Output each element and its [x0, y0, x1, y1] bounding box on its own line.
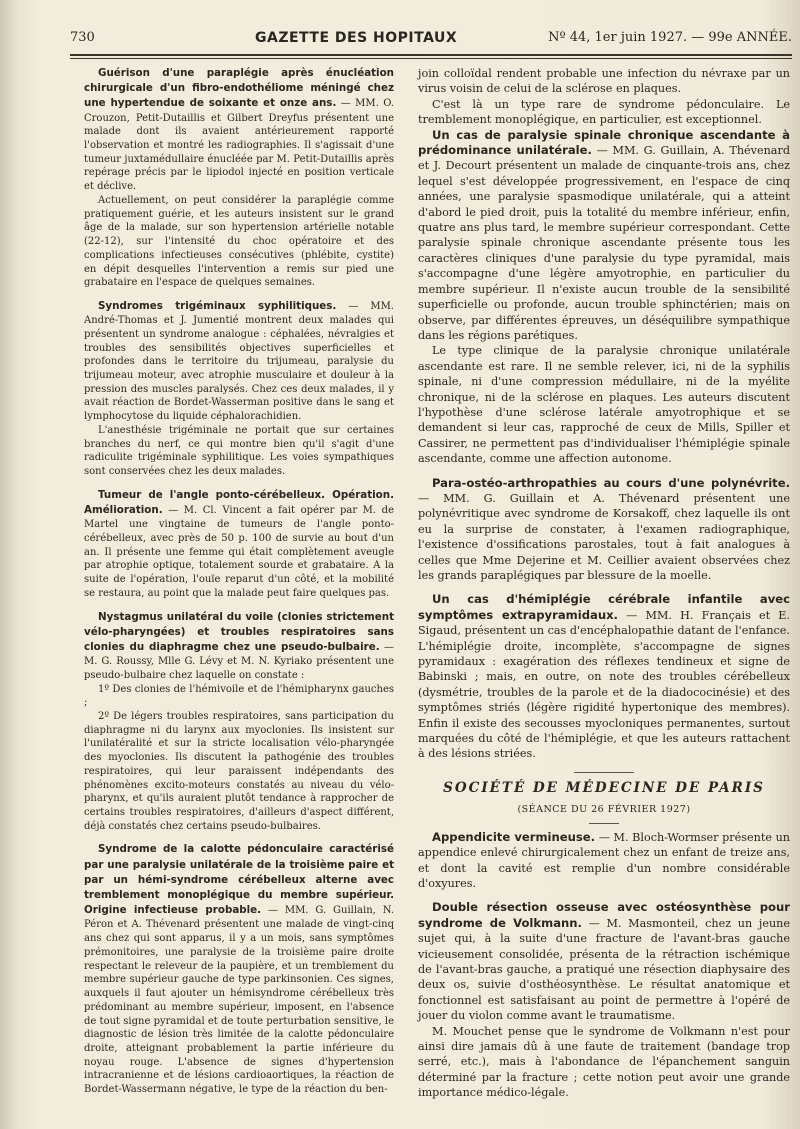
article-paragraph: Le type clinique de la paralysie chronique unilatérale ascendante est rare. Il ne semble relever, ici, ni de la syphilis spinale, ni d'une compression médullaire, ni de la myélite chronique, ni de la sclérose en plaques. Les auteurs discutent l'hypothèse d'une sclérose latérale amyotrophique et se demandent si leur cas, rapproché de ceux de Mills, Spiller et Cassirer, ne permettent pas d'individualiser l'hémiplégie spinale ascendante, comme une affection autonome. [418, 344, 790, 466]
article-lead [418, 476, 790, 584]
article-paragraph: L'anesthésie trigéminale ne portait que sur certaines branches du nerf, ce qui montre bien qu'il s'agit d'une radiculite trigéminale syphilitique. Les voies sympathiques sont conservées chez les deux malades. [84, 424, 394, 478]
society-heading: SOCIÉTÉ DE MÉDECINE DE PARIS [443, 779, 765, 796]
article-body: — MM. G. Guillain, A. Thévenard et J. Decourt présentent un malade de cinquante-trois ans, chez lequel s'est développée progressivement, en l'espace de cinq années, une paralysie spasmodique unilatérale, qui a atteint d'abord le pied droit, puis la totalité du membre inférieur, enfin, quatre ans plus tard, le membre supérieur correspondant. Cette paralysie spinale chronique ascendante présente tous les caractères cliniques d'une paralysie du type pyramidal, mais s'accompagne d'une légère amyotrophie, en particulier du membre supérieur. Il n'existe aucun trouble de la sensibilité superficielle ou profonde, aucun trouble sphinctérien; mais on observe, par différentes épreuves, un déséquilibre sympathique dans les régions parétiques. [418, 144, 790, 342]
article-section [418, 830, 790, 892]
article-lead [84, 610, 394, 683]
article-section [84, 842, 394, 1096]
article-section [84, 488, 394, 601]
article-title: Appendicite vermineuse. [432, 829, 596, 844]
article-lead [84, 299, 394, 424]
article-body: — M. Cl. Vincent a fait opérer par M. de Martel une vingtaine de tumeurs de l'angle ponto-cérébelleux, avec près de 50 p. 100 de survie au bout d'un an. Il présente une femme qui était complètement aveugle par atrophie optique, totalement sourde et grabataire. A la suite de l'opération, l'ouïe reparut d'un côté, et la mobilité se restaura, au point que la malade peut faire quelques pas. [84, 504, 394, 599]
article-lead [84, 66, 394, 194]
article-section [84, 610, 394, 834]
article-body: — M. G. Roussy, Mlle G. Lévy et M. N. Kyriako présentent une pseudo-bulbaire chez laquelle on constate : [84, 641, 394, 681]
seance-rule [589, 823, 619, 824]
article-body: — M. Bloch-Wormser présente un appendice enlevé chirurgicalement chez un enfant de treize ans, et dont la cavité est remplie d'un nombre considérable d'oxyures. [418, 830, 790, 890]
right-sections-before [418, 128, 790, 762]
article-section [418, 476, 790, 584]
article-title: Un cas d'hémiplégie cérébrale infantile avec symptômes extrapyramidaux. [418, 592, 790, 622]
article-body: — MM. H. Français et E. Sigaud, présentent un cas d'encéphalopathie datant de l'enfance. L'hémiplégie droite, incomplète, s'accompagne de signes pyramidaux : exagération des réflexes tendineux et signe de Babinski ; mais, en outre, on note des troubles cérébelleux (dysmétrie, troubles de la parole et de la diadococinésie) et des symptômes striés (légère rigidité hypertonique des membres). Enfin il existe des secousses myocloniques permanentes, surtout marquées du côté de l'hémiplégie, et que les auteurs rattachent à des lésions striées. [418, 608, 790, 761]
issue-info: Nº 44, 1er juin 1927. — 99e ANNÉE. [548, 30, 792, 45]
article-title: Double résection osseuse avec ostéosynthèse pour syndrome de Volkmann. [418, 900, 790, 930]
article-body: — MM. G. Guillain, N. Péron et A. Thévenard présentent une malade de vingt-cinq ans chez qui sont apparus, il y a un mois, sans symptômes prémonitoires, une paralysie de la troisième paire droite respectant le releveur de la paupière, et un tremblement du membre supérieur gauche de type parkinsonien. Ces signes, auxquels il faut ajouter un hémisyndrome cérébelleux très prédominant au membre supérieur, imposent, en l'absence de tout signe pyramidal et de toute perturbation sensitive, le diagnostic de lésion très limitée de la calotte pédonculaire droite, atteignant probablement la partie inférieure du noyau rouge. L'absence de signes d'hypertension intracranienne et de lésions cardioaortiques, la réaction de Bordet-Wassermann négative, le type de la réaction du ben- [84, 905, 394, 1096]
article-title: Syndrome de la calotte pédonculaire caractérisé par une paralysie unilatérale de la troisième paire et par un hémi-syndrome cérébelleux alterne avec tremblement monoplégique du membre supérieur. Origine infectieuse probable. [84, 843, 394, 917]
article-section [418, 900, 790, 1100]
right-column [418, 66, 790, 1101]
article-title: Para-ostéo-arthropathies au cours d'une polynévrite. [432, 475, 790, 490]
page-header [70, 30, 792, 52]
article-body: — M. Masmonteil, chez un jeune sujet qui, à la suite d'une fracture de l'avant-bras gauche vicieusement consolidée, présenta de la rétraction ischémique de l'avant-bras gauche, a pratiqué une résection diaphysaire des deux os, suivie d'osthéosynthèse. Le résultat anatomique et fonctionnel est satisfaisant au point de permettre à l'opéré de jouer du violon comme avant le traumatisme. [418, 916, 790, 1023]
page-number: 730 [70, 30, 95, 45]
article-body: — MM. O. Crouzon, Petit-Dutaillis et Gilbert Dreyfus présentent une malade dont ils avaient antérieurement rapporté l'observation et montré les radiographies. Il s'agissait d'une tumeur juxtamédullaire énucléée par M. Petit-Dutaillis après repérage précis par le lipiodol injecté en position verticale et déclive. [84, 98, 394, 193]
left-column [84, 66, 394, 1097]
header-rule [70, 54, 792, 56]
article-lead [418, 900, 790, 1023]
article-body: — MM. André-Thomas et J. Jumentié montrent deux malades qui présentent un syndrome analogue : céphalées, névralgies et troubles des sensibilités objectives superficielles et profondes dans le territoire du trijumeau, paralysie du trijumeau moteur, avec atrophie musculaire et douleur à la pression des muscles paralysés. Chez ces deux malades, il y avait réaction de Bordet-Wasserman positive dans le sang et lymphocytose du liquide céphalorachidien. [84, 300, 394, 423]
right-sections-after [418, 830, 790, 1101]
article-paragraph: M. Mouchet pense que le syndrome de Volkmann n'est pour ainsi dire jamais dû à une faute de traitement (bandage trop serré, etc.), mais à l'abondance de l'épanchement sanguin déterminé par la fracture ; cette notion peut avoir une grande importance médico-légale. [418, 1024, 790, 1100]
article-paragraph: 2º De légers troubles respiratoires, sans participation du diaphragme ni du larynx aux myoclonies. Ils insistent sur l'unilatéralité et sur la stricte localisation vélo-pharyngée des myoclonies. Ils discutent la pathogénie des troubles respiratoires, qui leur paraissent indépendants des phénomènes excito-moteurs constatés au niveau du vélo-pharynx, et qu'ils auraient plutôt tendance à rapprocher de certains troubles respiratoires, d'ailleurs d'aspect différent, déjà constatés chez certains pseudo-bulbaires. [84, 710, 394, 832]
article-lead [84, 842, 394, 1096]
article-title: Nystagmus unilatéral du voile (clonies strictement vélo-pharyngées) et troubles respiratoires sans clonies du diaphragme chez une pseudo-bulbaire. [84, 610, 394, 653]
article-lead [418, 128, 790, 344]
article-title: Guérison d'une paraplégie après énucléation chirurgicale d'un fibro-endothéliome méningé chez une hypertendue de soixante et onze ans. [84, 67, 394, 110]
article-lead [418, 830, 790, 892]
article-paragraph: 1º Des clonies de l'hémivoile et de l'hémipharynx gauches ; [84, 683, 394, 709]
continuation-text-2: C'est là un type rare de syndrome pédonculaire. Le tremblement monoplégique, en particulier, est exceptionnel. [418, 97, 790, 127]
article-section [84, 299, 394, 479]
article-section [84, 66, 394, 290]
article-title: Un cas de paralysie spinale chronique ascendante à prédominance unilatérale. [418, 127, 790, 158]
section-rule [574, 772, 634, 773]
continuation-text: join colloïdal rendent probable une infection du névraxe par un virus voisin de celui de la sclérose en plaques. [418, 67, 790, 96]
article-section [418, 592, 790, 761]
article-section [418, 128, 790, 467]
article-body: — MM. G. Guillain et A. Thévenard présentent une polynévritique avec syndrome de Korsakoff, chez laquelle ils ont eu la surprise de constater, à l'examen radiographique, l'existence d'ossifications parostales, tout à fait analogues à celles que Mme Dejerine et M. Ceillier avaient observées chez les grands paraplégiques par blessure de la moelle. [418, 491, 790, 582]
header-rule-thin [70, 58, 792, 59]
article-title: Syndromes trigéminaux syphilitiques. [98, 299, 337, 312]
article-title: Tumeur de l'angle ponto-cérébelleux. Opération. Amélioration. [84, 488, 394, 516]
journal-title: GAZETTE DES HOPITAUX [255, 30, 458, 46]
article-lead [84, 488, 394, 601]
article-lead [418, 592, 790, 761]
seance-date: (SÉANCE DU 26 FÉVRIER 1927) [517, 804, 691, 816]
article-paragraph: Actuellement, on peut considérer la paraplégie comme pratiquement guérie, et les auteurs insistent sur le grand âge de la malade, sur son hypertension artérielle notable (22-12), sur l'intensité du choc opératoire et des complications infectieuses consécutives (phlébite, cystite) en dépit desquelles l'intervention a remis sur pied une grabataire en l'espace de quelques semaines. [84, 194, 394, 289]
